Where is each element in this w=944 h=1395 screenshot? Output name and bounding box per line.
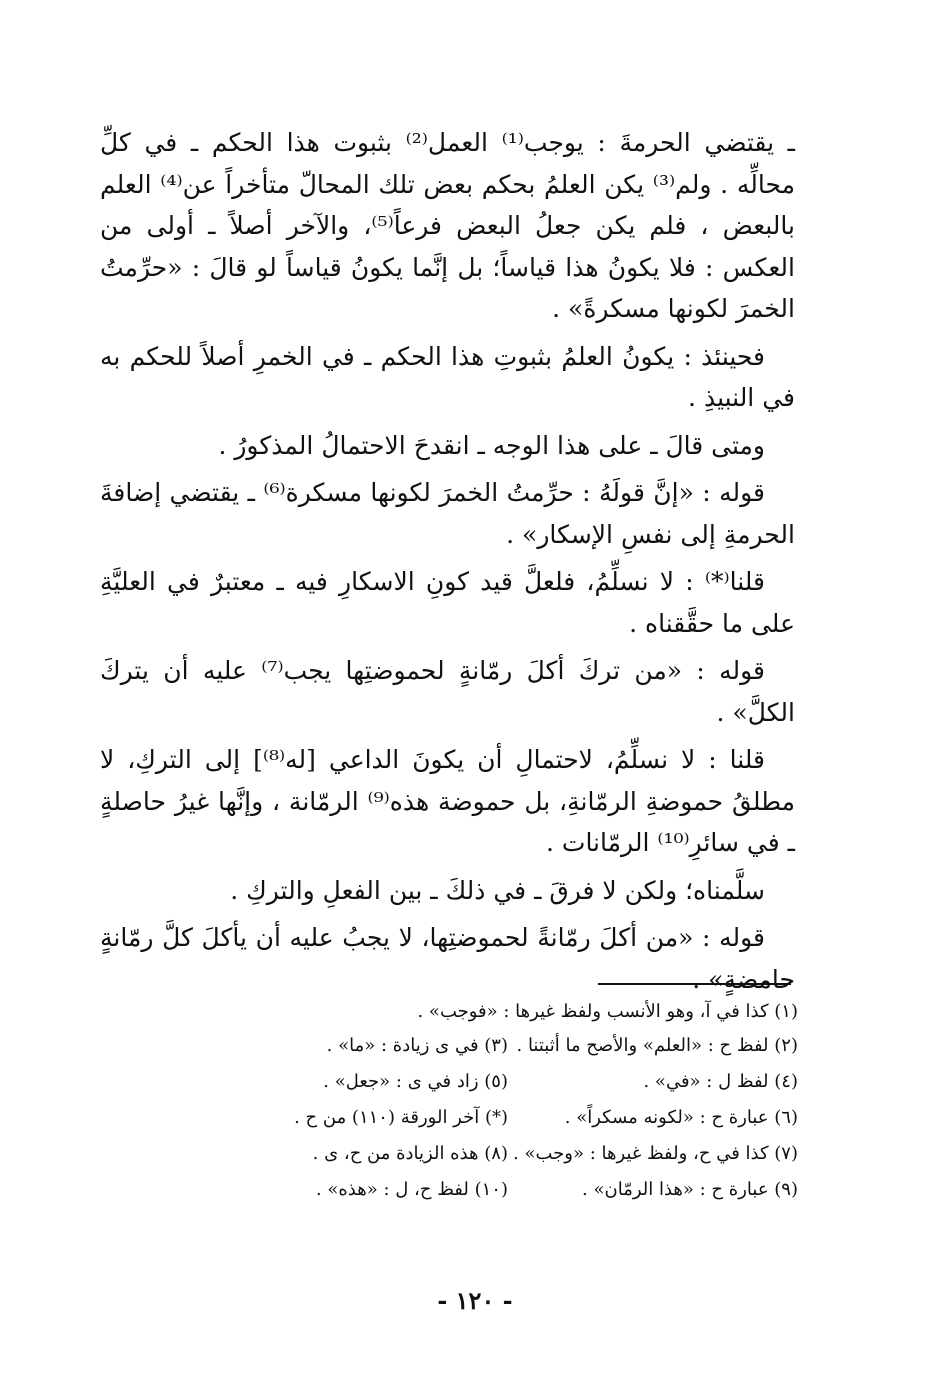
paragraph: قوله : «من تركَ أكلَ رمّانةٍ لحموضتِها يجب⁽⁷⁾ عليه أن يتركَ الكلَّ» .	[100, 656, 795, 727]
footnote: (٦) عبارة ح : «لكونه مسكراً» .	[564, 1107, 798, 1128]
footnotes	[238, 996, 798, 1202]
footnote: (*) آخر الورقة (١١٠) من ح .	[294, 1107, 508, 1128]
paragraph: قلنا⁽*⁾ : لا نسلِّمُ، فلعلَّ قيد كونِ الاسكارِ فيه ـ معتبرٌ في العليَّةِ على ما حقَّقناه .	[100, 567, 795, 638]
paragraph: فحينئذ : يكونُ العلمُ بثبوتِ هذا الحكم ـ في الخمرِ أصلاً للحكم به في النبيذِ .	[100, 341, 795, 412]
paragraph: قوله : «من أكلَ رمّانةً لحموضتِها، لا يجبُ عليه أن يأكلَ كلَّ رمّانةٍ حامضةٍ» .	[100, 923, 795, 994]
footnote: (٧) كذا في ح، ولفظ غيرها : «وجب» .	[513, 1143, 798, 1164]
footnote: (٩) عبارة ح : «هذا الرمّان» .	[582, 1179, 798, 1200]
footnote: (٤) لفظ ل : «في» .	[643, 1071, 798, 1092]
page-number: - ١٢٠ -	[437, 1286, 513, 1315]
footnote: (١٠) لفظ ح، ل : «هذه» .	[315, 1179, 508, 1200]
main-text	[100, 122, 795, 1006]
paragraph: قلنا : لا نسلِّمُ، لاحتمالِ أن يكونَ الداعي [له⁽⁸⁾] إلى التركِ، لا مطلقُ حموضةِ الرمّانةِ، بل حموضة هذه⁽⁹⁾ الرمّانة ، وإنَّها غيرُ حاصلةٍ ـ في سائرِ⁽¹⁰⁾ الرمّانات .	[100, 745, 795, 857]
footnote: (١) كذا في آ، وهو الأنسب ولفظ غيرها : «فوجب» .	[417, 1001, 798, 1022]
paragraph: قوله : «إنَّ قولَهُ : حرِّمتُ الخمرَ لكونها مسكرة⁽⁶⁾ ـ يقتضي إضافةَ الحرمةِ إلى نفسِ الإسكار» .	[100, 478, 795, 549]
footnote: (٨) هذه الزيادة من ح، ى .	[312, 1143, 508, 1164]
paragraph: سلَّمناه؛ ولكن لا فرقَ ـ في ذلكَ ـ بين الفعلِ والتركِ .	[230, 875, 765, 905]
paragraph: ومتى قالَ ـ على هذا الوجه ـ انقدحَ الاحتمالُ المذكورُ .	[218, 430, 765, 460]
footnote-divider	[598, 983, 791, 985]
footnote: (٥) زاد في ى : «جعل» .	[323, 1071, 508, 1092]
footnote: (٣) في ى زيادة : «ما» .	[326, 1035, 508, 1056]
footnote: (٢) لفظ ح : «العلم» والأصح ما أثبتنا .	[516, 1035, 798, 1056]
paragraph: ـ يقتضي الحرمةَ : يوجب⁽¹⁾ العمل⁽²⁾ بثبوت هذا الحكم ـ في كلِّ محالِّه . ولم⁽³⁾ يكن العلمُ بحكم بعض تلك المحالّ متأخراً عن⁽⁴⁾ العلم بالبعض ، فلم يكن جعلُ البعض فرعاً⁽⁵⁾، والآخر أصلاً ـ أولى من العكس : فلا يكونُ هذا قياساً؛ بل إنَّما يكونُ قياساً لو قالَ : «حرِّمتُ الخمرَ لكونها مسكرةً» .	[100, 128, 795, 323]
footnote-grid	[238, 1034, 798, 1202]
